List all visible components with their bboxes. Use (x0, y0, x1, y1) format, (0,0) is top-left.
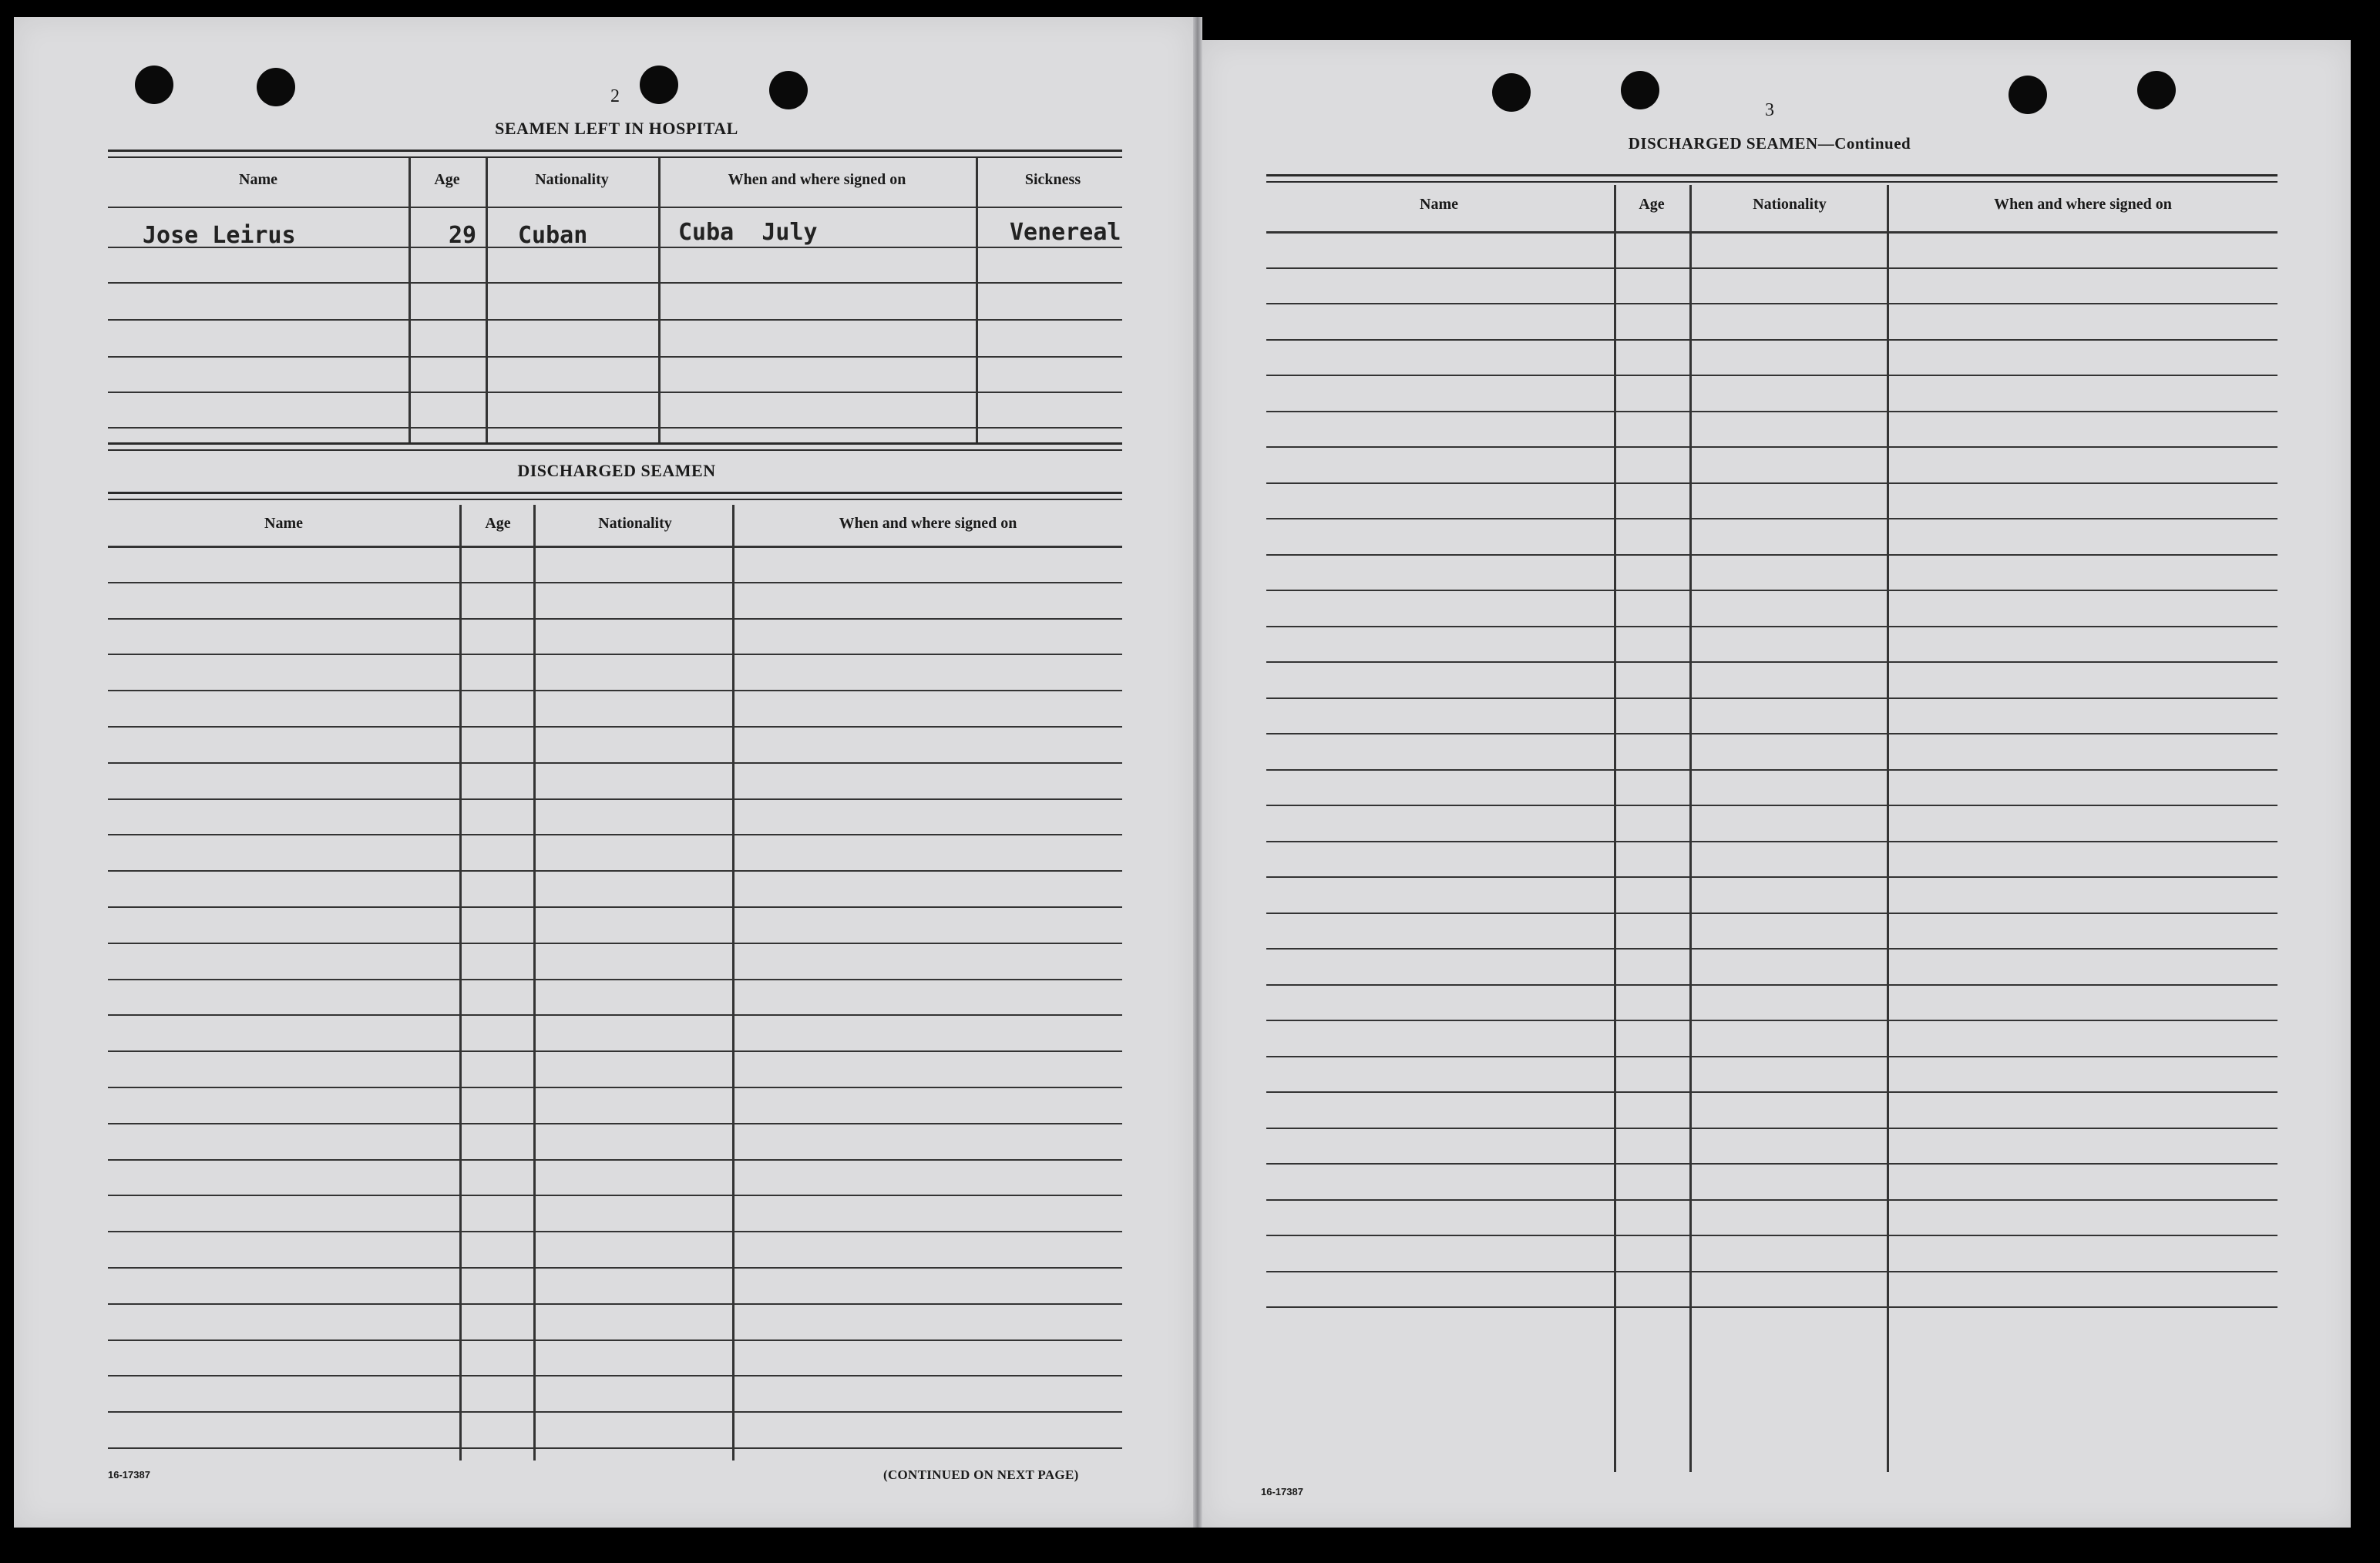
right-col-signed-on: When and where signed on (1994, 196, 2172, 213)
row-rule (108, 798, 1122, 800)
row-rule (108, 834, 1122, 835)
hospital-row-rule (108, 356, 1122, 358)
row-rule (108, 690, 1122, 691)
hospital-bottom-rule (108, 442, 1122, 451)
row-rule (108, 1014, 1122, 1016)
row-rule (108, 1267, 1122, 1269)
row-rule (1266, 805, 2277, 806)
row-rule (108, 1195, 1122, 1196)
hospital-col-nationality: Nationality (535, 171, 609, 188)
discharged-col-name: Name (264, 515, 303, 532)
row-rule (108, 979, 1122, 980)
right-col-name: Name (1420, 196, 1458, 213)
page-number-left: 2 (610, 86, 620, 106)
row-rule (1266, 733, 2277, 734)
row-rule (1266, 913, 2277, 914)
hospital-row-rule (108, 319, 1122, 321)
row-rule (108, 943, 1122, 944)
page-fold (1193, 17, 1202, 1528)
row-rule (108, 870, 1122, 872)
row-rule (108, 762, 1122, 764)
row-rule (108, 1375, 1122, 1376)
row-rule (1266, 661, 2277, 663)
discharged-col-divider (732, 505, 735, 1460)
row-rule (1266, 590, 2277, 591)
hospital-col-signed-on: When and where signed on (728, 171, 906, 188)
row-rule (1266, 948, 2277, 950)
punch-hole (769, 71, 808, 109)
row-rule (108, 1087, 1122, 1088)
right-col-nationality: Nationality (1753, 196, 1827, 213)
hospital-row-rule (108, 392, 1122, 393)
row-rule (1266, 1091, 2277, 1093)
punch-hole (257, 68, 295, 106)
hospital-row-nationality: Cuban (518, 222, 588, 249)
discharged-col-signed-on: When and where signed on (839, 515, 1017, 532)
hospital-top-rule (108, 150, 1122, 158)
row-rule (1266, 267, 2277, 269)
row-rule (108, 582, 1122, 583)
hospital-row-name: Jose Leirus (143, 222, 296, 249)
row-rule (1266, 554, 2277, 556)
page-number-right: 3 (1765, 100, 1774, 120)
row-rule (1266, 1306, 2277, 1308)
row-rule (1266, 626, 2277, 627)
hospital-row-rule (108, 427, 1122, 429)
row-rule (1266, 1235, 2277, 1236)
row-rule (1266, 411, 2277, 412)
row-rule (1266, 231, 2277, 234)
right-top-rule (1266, 174, 2277, 183)
discharged-col-divider (533, 505, 536, 1460)
row-rule (108, 1123, 1122, 1124)
row-rule (108, 1303, 1122, 1305)
hospital-col-name: Name (239, 171, 277, 188)
right-col-age: Age (1639, 196, 1665, 213)
hospital-row-signed-on: Cuba July (678, 219, 818, 246)
right-col-divider (1689, 185, 1692, 1472)
right-page (1202, 40, 2351, 1528)
discharged-col-divider (459, 505, 462, 1460)
row-rule (108, 1411, 1122, 1413)
row-rule (108, 618, 1122, 620)
punch-hole (1621, 71, 1659, 109)
hospital-row-sickness: Venereal (1010, 219, 1121, 246)
form-code-right: 16-17387 (1261, 1486, 1303, 1497)
row-rule (108, 726, 1122, 728)
row-rule (1266, 446, 2277, 448)
row-rule (1266, 697, 2277, 699)
row-rule (1266, 841, 2277, 842)
row-rule (1266, 1056, 2277, 1057)
hospital-header-rule (108, 207, 1122, 208)
punch-hole (2009, 76, 2047, 114)
row-rule (108, 1339, 1122, 1341)
punch-hole (640, 66, 678, 104)
hospital-col-divider (658, 158, 661, 443)
row-rule (1266, 482, 2277, 484)
row-rule (1266, 339, 2277, 341)
discharged-top-rule (108, 492, 1122, 500)
row-rule (1266, 1163, 2277, 1165)
hospital-col-sickness: Sickness (1024, 171, 1081, 188)
row-rule (108, 1159, 1122, 1161)
row-rule (108, 546, 1122, 548)
hospital-section-title: SEAMEN LEFT IN HOSPITAL (495, 119, 738, 138)
hospital-row-rule (108, 282, 1122, 284)
row-rule (108, 1231, 1122, 1232)
continued-note: (CONTINUED ON NEXT PAGE) (883, 1467, 1079, 1482)
hospital-row-age: 29 (449, 222, 477, 249)
row-rule (1266, 375, 2277, 376)
hospital-col-age: Age (434, 171, 460, 188)
row-rule (1266, 1199, 2277, 1201)
row-rule (1266, 1020, 2277, 1021)
hospital-col-divider (486, 158, 488, 443)
form-code-left: 16-17387 (108, 1469, 150, 1481)
row-rule (1266, 1271, 2277, 1272)
hospital-col-divider (408, 158, 411, 443)
hospital-col-divider (976, 158, 978, 443)
punch-hole (1492, 73, 1531, 112)
discharged-section-title: DISCHARGED SEAMEN (517, 461, 716, 480)
row-rule (108, 906, 1122, 908)
row-rule (108, 1050, 1122, 1052)
row-rule (1266, 769, 2277, 771)
row-rule (1266, 876, 2277, 878)
row-rule (1266, 303, 2277, 304)
discharged-col-age: Age (485, 515, 511, 532)
right-col-divider (1887, 185, 1889, 1472)
row-rule (1266, 518, 2277, 519)
right-col-divider (1614, 185, 1616, 1472)
punch-hole (135, 66, 173, 104)
discharged-continued-title: DISCHARGED SEAMEN—Continued (1628, 134, 1911, 153)
row-rule (1266, 984, 2277, 986)
row-rule (1266, 1128, 2277, 1129)
row-rule (108, 1447, 1122, 1449)
punch-hole (2137, 71, 2176, 109)
row-rule (108, 654, 1122, 655)
discharged-col-nationality: Nationality (598, 515, 672, 532)
